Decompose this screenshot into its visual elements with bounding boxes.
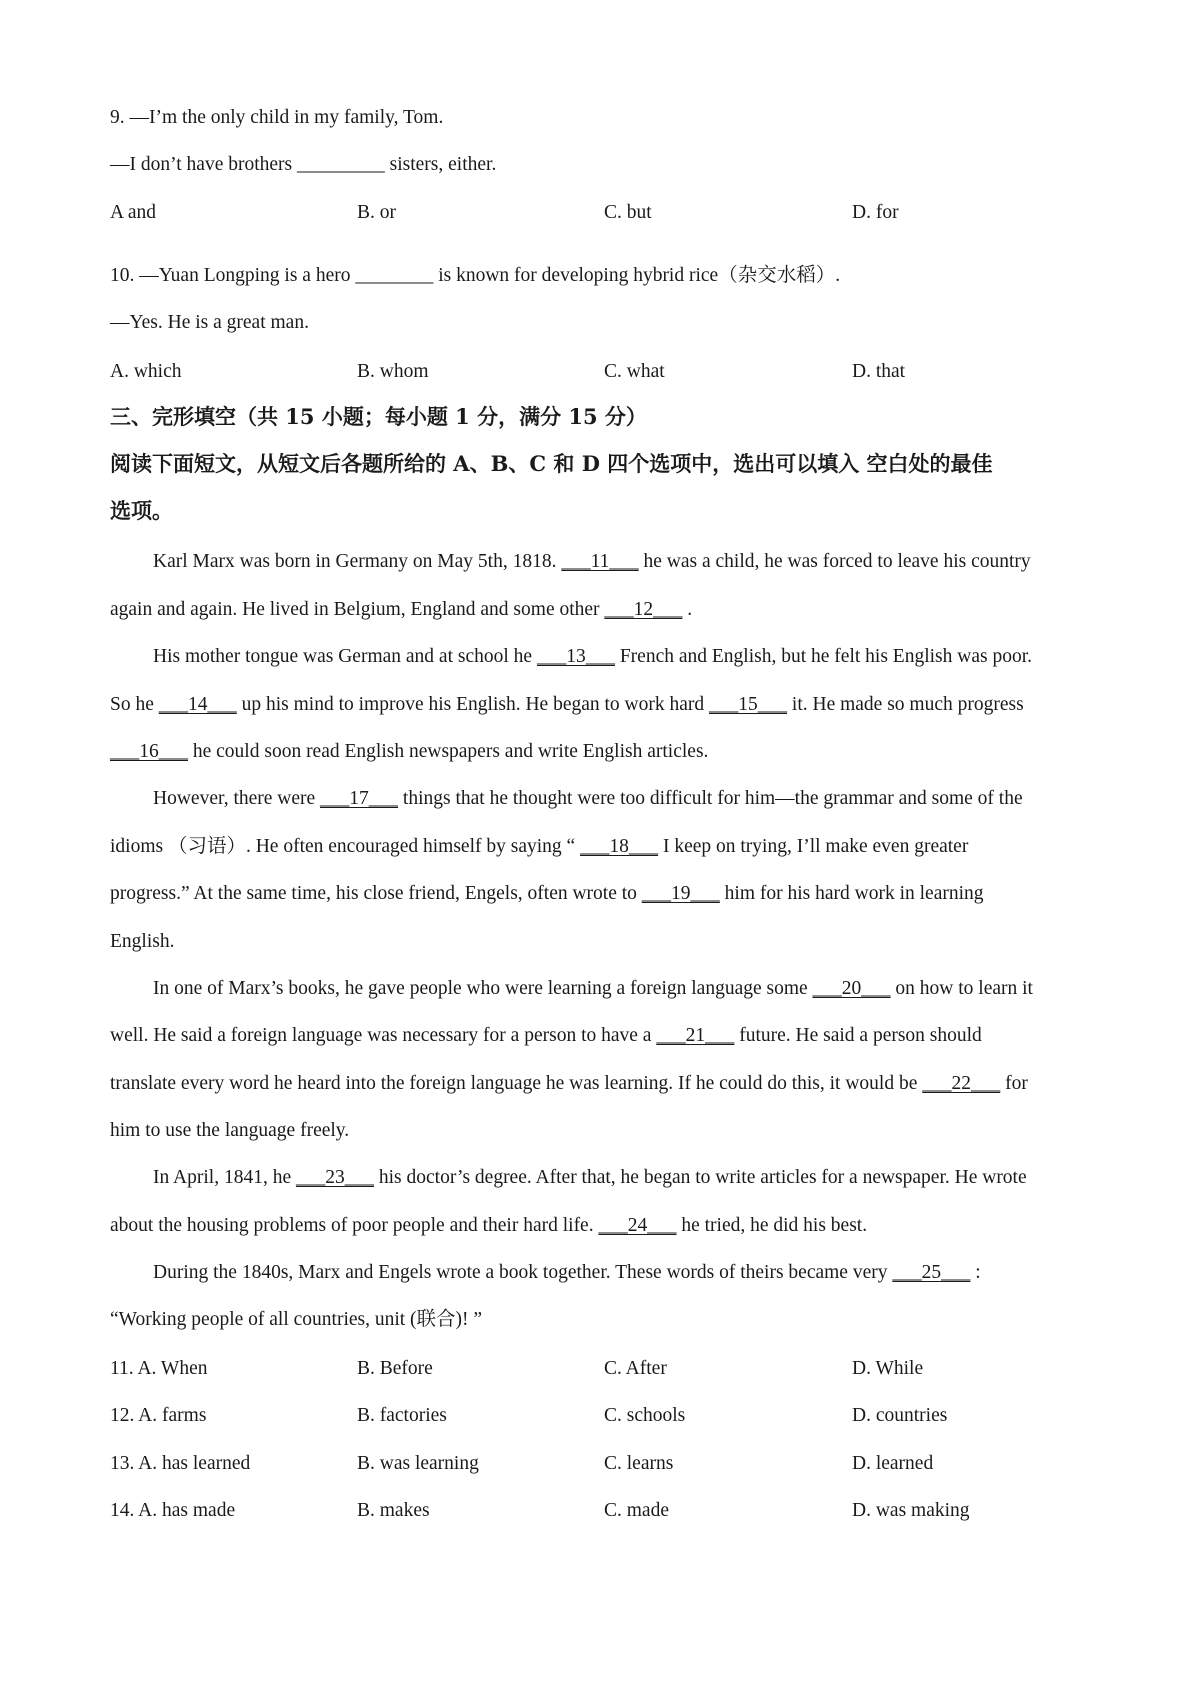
- option-c[interactable]: C. but: [604, 202, 652, 223]
- option-d[interactable]: D. While: [852, 1358, 924, 1379]
- passage-line: In April, 1841, he ___23___ his doctor’s degree. After that, he began to write articles for a newspaper. He wrote: [153, 1167, 1027, 1188]
- question-12-options: [110, 1405, 1110, 1427]
- question-11-options: [110, 1358, 1110, 1380]
- passage-line: him to use the language freely.: [110, 1120, 350, 1141]
- section-instruction-line-1: 阅读下面短文，从短文后各题所给的 A、B、C 和 D 四个选项中，选出可以填入 空白处的最佳: [110, 451, 993, 476]
- passage-line: translate every word he heard into the foreign language he was learning. If he could do this, it would be ___22___ for: [110, 1073, 1028, 1094]
- blank-19[interactable]: ___19___: [641, 883, 720, 904]
- passage-line: English.: [110, 931, 175, 952]
- blank-16[interactable]: ___16___: [110, 741, 188, 762]
- option-d[interactable]: D. learned: [852, 1453, 934, 1474]
- blank-18[interactable]: ___18___: [580, 836, 659, 857]
- passage-line: about the housing problems of poor people and their hard life. ___24___ he tried, he did his best.: [110, 1215, 868, 1236]
- option-c[interactable]: C. schools: [604, 1405, 686, 1426]
- option-d[interactable]: D. for: [852, 202, 899, 223]
- question-10-reply: —Yes. He is a great man.: [110, 312, 309, 333]
- option-a[interactable]: 14. A. has made: [110, 1500, 236, 1521]
- blank-21[interactable]: ___21___: [656, 1025, 735, 1046]
- option-d[interactable]: D. countries: [852, 1405, 948, 1426]
- passage-line: During the 1840s, Marx and Engels wrote a book together. These words of theirs became very ___25___ :: [153, 1262, 981, 1283]
- blank-14[interactable]: ___14___: [158, 694, 237, 715]
- option-c[interactable]: C. After: [604, 1358, 667, 1379]
- blank-13[interactable]: ___13___: [536, 646, 615, 667]
- passage-line: So he ___14___ up his mind to improve his English. He began to work hard ___15___ it. He made so much progress: [110, 694, 1024, 715]
- question-10-options: [110, 361, 1110, 383]
- blank-11[interactable]: ___11___: [561, 551, 639, 572]
- option-a[interactable]: 12. A. farms: [110, 1405, 207, 1426]
- blank-15[interactable]: ___15___: [709, 694, 788, 715]
- question-9-stem: 9. —I’m the only child in my family, Tom.: [110, 107, 444, 128]
- section-instruction-line-2: 选项。: [110, 498, 173, 523]
- passage-line: His mother tongue was German and at school he ___13___ French and English, but he felt his English was poor.: [153, 646, 1032, 667]
- option-b[interactable]: B. whom: [357, 361, 429, 382]
- option-a[interactable]: 11. A. When: [110, 1358, 208, 1379]
- option-b[interactable]: B. factories: [357, 1405, 447, 1426]
- question-13-options: [110, 1453, 1110, 1475]
- question-14-options: [110, 1500, 1110, 1522]
- blank-25[interactable]: ___25___: [892, 1262, 971, 1283]
- passage-line: again and again. He lived in Belgium, England and some other ___12___ .: [110, 599, 693, 620]
- passage-line: progress.” At the same time, his close friend, Engels, often wrote to ___19___ him for his hard work in learning: [110, 883, 984, 904]
- blank-17[interactable]: ___17___: [320, 788, 399, 809]
- option-c[interactable]: C. made: [604, 1500, 669, 1521]
- option-b[interactable]: B. makes: [357, 1500, 430, 1521]
- passage-line: However, there were ___17___ things that he thought were too difficult for him—the grammar and some of the: [153, 788, 1023, 809]
- blank-23[interactable]: ___23___: [295, 1167, 374, 1188]
- option-a[interactable]: A. which: [110, 361, 182, 382]
- option-b[interactable]: B. was learning: [357, 1453, 479, 1474]
- blank-20[interactable]: ___20___: [812, 978, 891, 999]
- passage-line: idioms （习语）. He often encouraged himself by saying “ ___18___ I keep on trying, I’ll make even greater: [110, 836, 969, 857]
- passage-line: well. He said a foreign language was necessary for a person to have a ___21___ future. He said a person should: [110, 1025, 982, 1046]
- blank-24[interactable]: ___24___: [598, 1215, 677, 1236]
- blank-12[interactable]: ___12___: [604, 599, 683, 620]
- option-a[interactable]: A and: [110, 202, 157, 223]
- option-d[interactable]: D. was making: [852, 1500, 970, 1521]
- option-b[interactable]: B. Before: [357, 1358, 433, 1379]
- option-b[interactable]: B. or: [357, 202, 396, 223]
- passage-line: In one of Marx’s books, he gave people who were learning a foreign language some ___20___ on how to learn it: [153, 978, 1033, 999]
- section-heading: 三、完形填空（共 15 小题；每小题 1 分，满分 15 分）: [110, 404, 647, 429]
- option-c[interactable]: C. what: [604, 361, 665, 382]
- option-c[interactable]: C. learns: [604, 1453, 674, 1474]
- option-a[interactable]: 13. A. has learned: [110, 1453, 251, 1474]
- option-d[interactable]: D. that: [852, 361, 906, 382]
- passage-line: Karl Marx was born in Germany on May 5th, 1818. ___11___ he was a child, he was forced to leave his country: [153, 551, 1031, 572]
- blank-22[interactable]: ___22___: [922, 1073, 1001, 1094]
- question-10-stem: 10. —Yuan Longping is a hero ________ is known for developing hybrid rice（杂交水稻）.: [110, 265, 841, 286]
- question-9-reply: —I don’t have brothers _________ sisters, either.: [110, 154, 497, 175]
- question-9-options: [110, 202, 1110, 224]
- passage-line: “Working people of all countries, unit (联合)! ”: [110, 1309, 483, 1330]
- passage-line: ___16___ he could soon read English newspapers and write English articles.: [110, 741, 709, 762]
